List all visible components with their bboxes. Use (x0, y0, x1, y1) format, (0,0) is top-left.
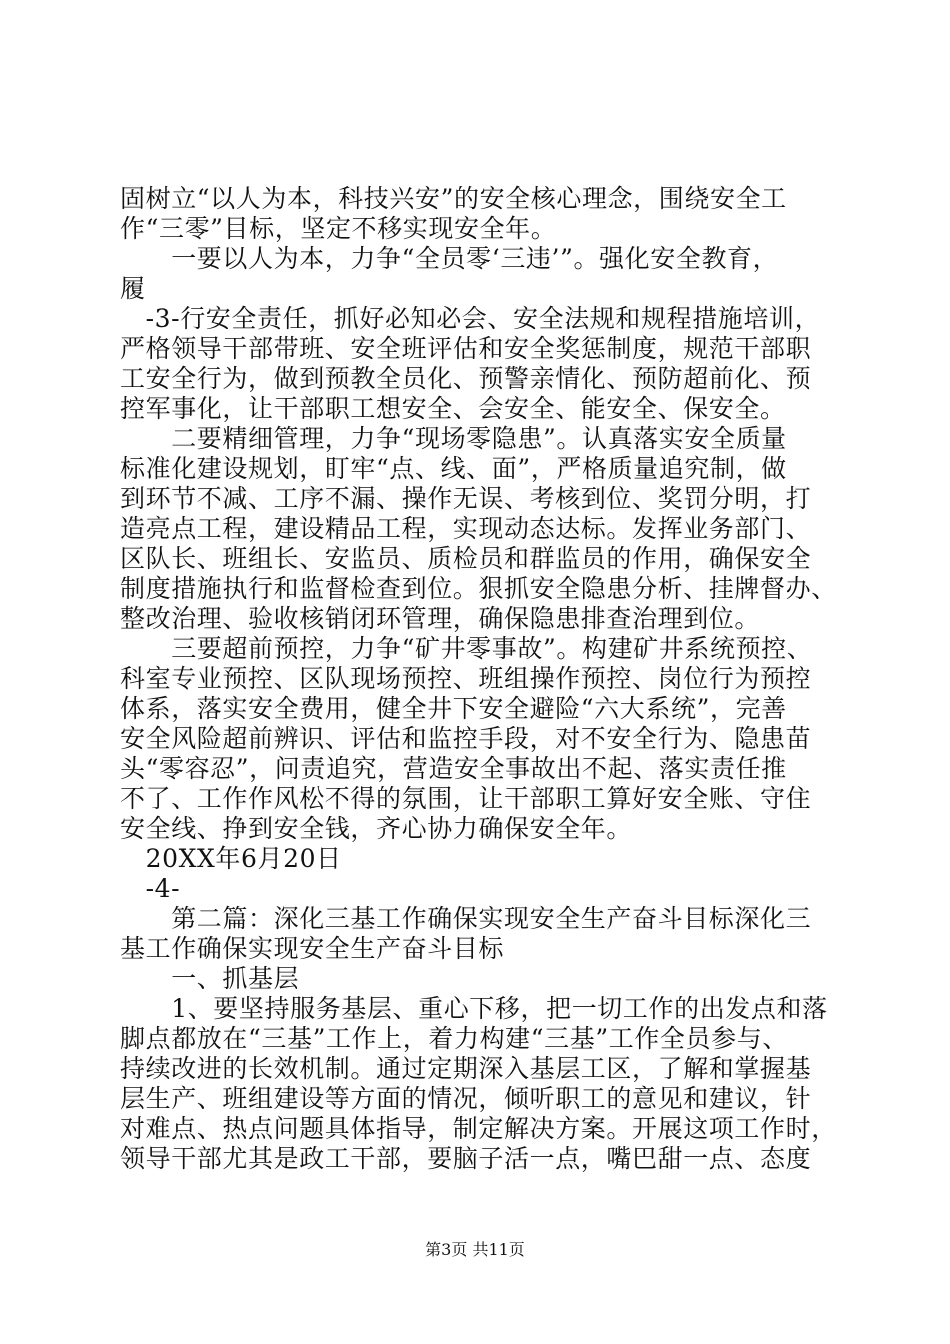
body-line: 领导干部尤其是政工干部，要脑子活一点，嘴巴甜一点、态度 (120, 1144, 812, 1173)
body-line: 履 (120, 274, 146, 303)
body-line: 制度措施执行和监督检查到位。狠抓安全隐患分析、挂牌督办、 (120, 574, 837, 603)
body-line: 严格领导干部带班、安全班评估和安全奖惩制度，规范干部职 (120, 334, 812, 363)
body-line: 作“三零”目标，坚定不移实现安全年。 (120, 214, 557, 243)
body-line: 不了、工作作风松不得的氛围，让干部职工算好安全账、守住 (120, 784, 812, 813)
body-line: 体系，落实安全费用，健全井下安全避险“六大系统”，完善 (120, 694, 787, 723)
body-line: 到环节不减、工序不漏、操作无误、考核到位、奖罚分明，打 (120, 484, 812, 513)
date-line: 20XX年6月20日 (120, 844, 342, 873)
body-line: 对难点、热点问题具体指导，制定解决方案。开展这项工作时， (120, 1114, 837, 1143)
body-line: 固树立“以人为本，科技兴安”的安全核心理念，围绕安全工 (120, 184, 787, 213)
body-line: 整改治理、验收核销闭环管理，确保隐患排查治理到位。 (120, 604, 761, 633)
body-line: 工安全行为，做到预教全员化、预警亲情化、预防超前化、预 (120, 364, 812, 393)
body-line: 科室专业预控、区队现场预控、班组操作预控、岗位行为预控 (120, 664, 812, 693)
section-heading: 基工作确保实现安全生产奋斗目标 (120, 934, 505, 963)
page-footer: 第3页 共11页 (425, 1240, 525, 1259)
section-heading: 第二篇：深化三基工作确保实现安全生产奋斗目标深化三 (120, 904, 812, 933)
body-line: 二要精细管理，力争“现场零隐患”。认真落实安全质量 (120, 424, 787, 453)
body-line: 造亮点工程，建设精品工程，实现动态达标。发挥业务部门、 (120, 514, 812, 543)
subsection-heading: 一、抓基层 (120, 964, 300, 993)
body-line: 安全风险超前辨识、评估和监控手段，对不安全行为、隐患苗 (120, 724, 812, 753)
body-line: 区队长、班组长、安监员、质检员和群监员的作用，确保安全 (120, 544, 812, 573)
body-line: 三要超前预控，力争“矿井零事故”。构建矿井系统预控、 (120, 634, 813, 663)
body-line: 标准化建设规划，盯牢“点、线、面”，严格质量追究制，做 (120, 454, 787, 483)
body-line: 持续改进的长效机制。通过定期深入基层工区，了解和掌握基 (120, 1054, 812, 1083)
body-line: 头“零容忍”，问责追究，营造安全事故出不起、落实责任推 (120, 754, 787, 783)
body-line: 控军事化，让干部职工想安全、会安全、能安全、保安全。 (120, 394, 786, 423)
body-line: -3-行安全责任，抓好必知必会、安全法规和规程措施培训， (120, 304, 821, 333)
body-line: 层生产、班组建设等方面的情况，倾听职工的意见和建议，针 (120, 1084, 812, 1113)
body-line: 安全线、挣到安全钱，齐心协力确保安全年。 (120, 814, 633, 843)
body-line: 1、要坚持服务基层、重心下移，把一切工作的出发点和落 (120, 994, 828, 1023)
body-line: 一要以人为本，力争“全员零‘三违’”。强化安全教育， (120, 244, 779, 273)
page-number-inline: -4- (120, 874, 181, 903)
body-line: 脚点都放在“三基”工作上，着力构建“三基”工作全员参与、 (120, 1024, 788, 1053)
